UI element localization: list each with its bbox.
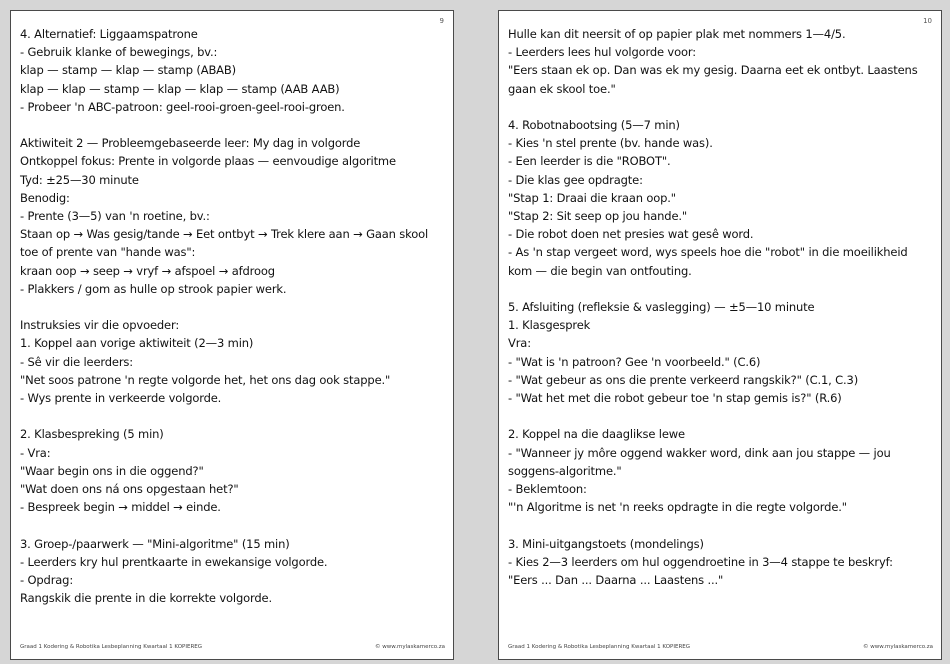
text-line: - "Wanneer jy môre oggend wakker word, dink aan jou stappe — jou soggens-algoritme." bbox=[508, 445, 891, 478]
text-line: "Stap 2: Sit seep op jou hande." bbox=[508, 209, 688, 224]
text-line: - "Wat het met die robot gebeur toe 'n stap gemis is?" (R.6) bbox=[508, 391, 842, 406]
blank-line bbox=[508, 407, 933, 425]
section-heading: 3. Mini-uitgangstoets (mondelings) bbox=[508, 536, 704, 551]
text-line: Rangskik die prente in die korrekte volgorde. bbox=[20, 591, 272, 606]
text-line: - Vra: bbox=[20, 445, 51, 460]
text-line: "Wat doen ons ná ons opgestaan het?" bbox=[20, 482, 239, 497]
text-line: Ontkoppel fokus: Prente in volgorde plaas — eenvoudige algoritme bbox=[20, 154, 396, 169]
text-line: "Stap 1: Draai die kraan oop." bbox=[508, 190, 676, 205]
section-heading: 2. Klasbespreking (5 min) bbox=[20, 427, 164, 442]
text-line: - Wys prente in verkeerde volgorde. bbox=[20, 391, 222, 406]
section-heading: 1. Klasgesprek bbox=[508, 318, 591, 333]
text-line: - Sê vir die leerders: bbox=[20, 354, 133, 369]
page-footer bbox=[20, 644, 445, 650]
text-line: - Opdrag: bbox=[20, 573, 74, 588]
footer-title: Graad 1 Kodering & Robotika Lesbeplanning Kwartaal 1 KOPIEREG bbox=[20, 644, 203, 650]
text-line: - Die robot doen net presies wat gesê word. bbox=[508, 227, 754, 242]
text-line: - Plakkers / gom as hulle op strook papier werk. bbox=[20, 281, 287, 296]
text-line: - Leerders kry hul prentkaarte in ewekansige volgorde. bbox=[20, 554, 328, 569]
text-line: "Waar begin ons in die oggend?" bbox=[20, 463, 204, 478]
page-number: 10 bbox=[923, 17, 932, 25]
text-line: - Beklemtoon: bbox=[508, 482, 587, 497]
text-line: Tyd: ±25—30 minute bbox=[20, 172, 139, 187]
text-line: "Eers ... Dan ... Daarna ... Laastens ..." bbox=[508, 573, 724, 588]
text-line: klap — stamp — klap — stamp (ABAB) bbox=[20, 63, 236, 78]
blank-line bbox=[508, 516, 933, 534]
document-page-left bbox=[10, 10, 454, 660]
blank-line bbox=[508, 98, 933, 116]
text-line: klap — klap — stamp — klap — klap — stamp (AAB AAB) bbox=[20, 81, 340, 96]
text-line: Staan op → Was gesig/tande → Eet ontbyt → Trek klere aan → Gaan skool toe of prente van "hande was": bbox=[20, 227, 429, 260]
blank-line bbox=[20, 407, 445, 425]
text-line: - Kies 2—3 leerders om hul oggendroetine in 3—4 stappe te beskryf: bbox=[508, 554, 893, 569]
section-heading: 3. Groep-/paarwerk — "Mini-algoritme" (15 min) bbox=[20, 536, 290, 551]
page-footer bbox=[508, 644, 933, 650]
text-line: - Die klas gee opdragte: bbox=[508, 172, 643, 187]
text-line: Hulle kan dit neersit of op papier plak met nommers 1—4/5. bbox=[508, 27, 846, 41]
page-number: 9 bbox=[439, 17, 444, 25]
text-line: - Probeer 'n ABC-patroon: geel-rooi-groen-geel-rooi-groen. bbox=[20, 99, 345, 114]
text-line: "Eers staan ek op. Dan was ek my gesig. Daarna eet ek ontbyt. Laastens gaan ek skool toe." bbox=[508, 63, 918, 96]
document-page-right bbox=[498, 10, 942, 660]
text-line: - Kies 'n stel prente (bv. hande was). bbox=[508, 136, 713, 151]
text-line: kraan oop → seep → vryf → afspoel → afdroog bbox=[20, 263, 275, 278]
section-heading: 4. Robotnabootsing (5—7 min) bbox=[508, 118, 680, 132]
text-line: Benodig: bbox=[20, 190, 70, 205]
page-content bbox=[20, 25, 445, 607]
footer-website: © www.mylaskamerco.za bbox=[374, 644, 445, 650]
text-line: - Gebruik klanke of bewegings, bv.: bbox=[20, 45, 218, 60]
text-line: - Prente (3—5) van 'n roetine, bv.: bbox=[20, 209, 210, 224]
section-heading: Aktiwiteit 2 — Probleemgebaseerde leer: My dag in volgorde bbox=[20, 136, 361, 151]
section-heading: Instruksies vir die opvoeder: bbox=[20, 318, 180, 333]
text-line: - As 'n stap vergeet word, wys speels hoe die "robot" in die moeilikheid kom — die begin van ontfouting. bbox=[508, 245, 908, 278]
section-heading: 4. Alternatief: Liggaamspatrone bbox=[20, 27, 198, 41]
text-line: - Leerders lees hul volgorde voor: bbox=[508, 45, 696, 60]
text-line: - "Wat is 'n patroon? Gee 'n voorbeeld." (C.6) bbox=[508, 354, 761, 369]
text-line: Vra: bbox=[508, 336, 531, 351]
text-line: - Bespreek begin → middel → einde. bbox=[20, 500, 221, 515]
text-line: - "Wat gebeur as ons die prente verkeerd rangskik?" (C.1, C.3) bbox=[508, 372, 859, 387]
text-line: 1. Koppel aan vorige aktiwiteit (2—3 min) bbox=[20, 336, 254, 351]
blank-line bbox=[20, 298, 445, 316]
page-content bbox=[508, 25, 933, 589]
footer-website: © www.mylaskamerco.za bbox=[862, 644, 933, 650]
text-line: "'n Algoritme is net 'n reeks opdragte in die regte volgorde." bbox=[508, 500, 847, 515]
section-heading: 2. Koppel na die daaglikse lewe bbox=[508, 427, 685, 442]
blank-line bbox=[20, 116, 445, 134]
text-line: - Een leerder is die "ROBOT". bbox=[508, 154, 671, 169]
blank-line bbox=[508, 280, 933, 298]
footer-title: Graad 1 Kodering & Robotika Lesbeplanning Kwartaal 1 KOPIEREG bbox=[508, 644, 691, 650]
text-line: "Net soos patrone 'n regte volgorde het, het ons dag ook stappe." bbox=[20, 372, 391, 387]
blank-line bbox=[20, 516, 445, 534]
section-heading: 5. Afsluiting (refleksie & vaslegging) — ±5—10 minute bbox=[508, 300, 815, 315]
